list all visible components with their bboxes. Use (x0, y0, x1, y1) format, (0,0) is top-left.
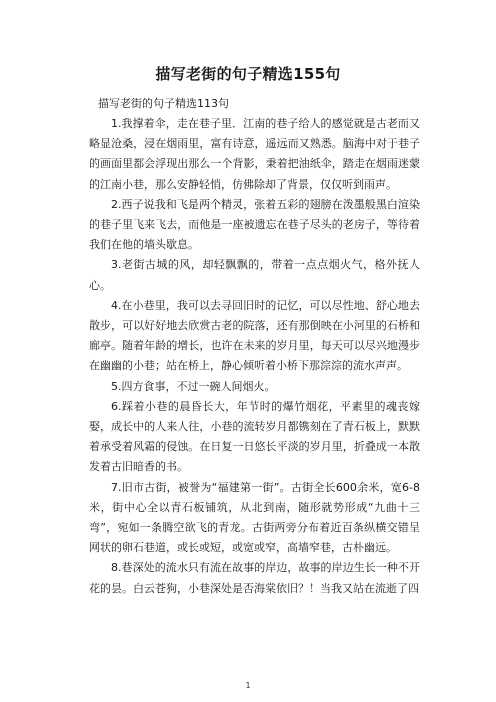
paragraph-6: 6.踩着小巷的晨昏长大，年节时的爆竹烟花，平素里的魂丧嫁娶，成长中的人来人往，小巷的流转岁月都镌刻在了青石板上，默默着承受着风霜的侵蚀。在日复一日悠长平淡的岁月里，折叠成一本散发着古旧暗香的书。 (89, 399, 420, 474)
paragraph-1: 1.我撑着伞，走在巷子里．江南的巷子给人的感觉就是古老而又略显沧桑，浸在烟雨里，富有诗意，遥远而又熟悉。脑海中对于巷子的画面里都会浮现出那么一个背影，秉着把油纸伞，踏走在烟雨迷蒙的江南小巷，那么安静轻悄，仿佛除却了背景，仅仅听到雨声。 (89, 117, 420, 191)
paragraph-3: 3.老街古城的风，却轻飘飘的，带着一点点烟火气，格外抚人心。 (89, 258, 420, 292)
document-title: 描写老街的句子精选155句 (155, 65, 341, 83)
paragraph-4: 4.在小巷里，我可以去寻回旧时的记忆，可以尽性地、舒心地去散步，可以好好地去欣赏古老的院落，还有那倒映在小河里的石桥和廊亭。随着年龄的增长，也许在未来的岁月里，每天可以尽兴地漫步在幽幽的小巷；站在桥上，静心倾听着小桥下那淙淙的流水声声。 (89, 298, 420, 373)
paragraph-7: 7.旧市古街，被誉为“福建第一街”。古街全长600余米，宽6-8米，街中心全以青石板铺筑，从北到南，随形就势形成“九曲十三弯”，宛如一条腾空欲飞的青龙。古街两旁分布着近百条纵横交错呈网状的卵石巷道，或长或短，或宽或窄，高墙窄巷，古朴幽远。 (89, 480, 420, 555)
paragraph-2: 2.西子说我和飞是两个精灵，张着五彩的翅膀在泼墨般黑白渲染的巷子里飞来飞去，而他是一座被遗忘在巷子尽头的老房子，等待着我们在他的墙头歇息。 (89, 197, 420, 252)
paragraph-5: 5.四方食事，不过一碗人间烟火。 (111, 379, 276, 393)
page-number: 1 (245, 681, 251, 690)
document-body (89, 94, 420, 599)
document-subtitle: 描写老街的句子精选113句 (98, 97, 229, 110)
paragraph-8: 8.巷深处的流水只有流在故事的岸边，故事的岸边生长一种不开花的昙。白云苍狗，小巷深处是否海棠依旧？！当我又站在流逝了四 (89, 561, 420, 595)
